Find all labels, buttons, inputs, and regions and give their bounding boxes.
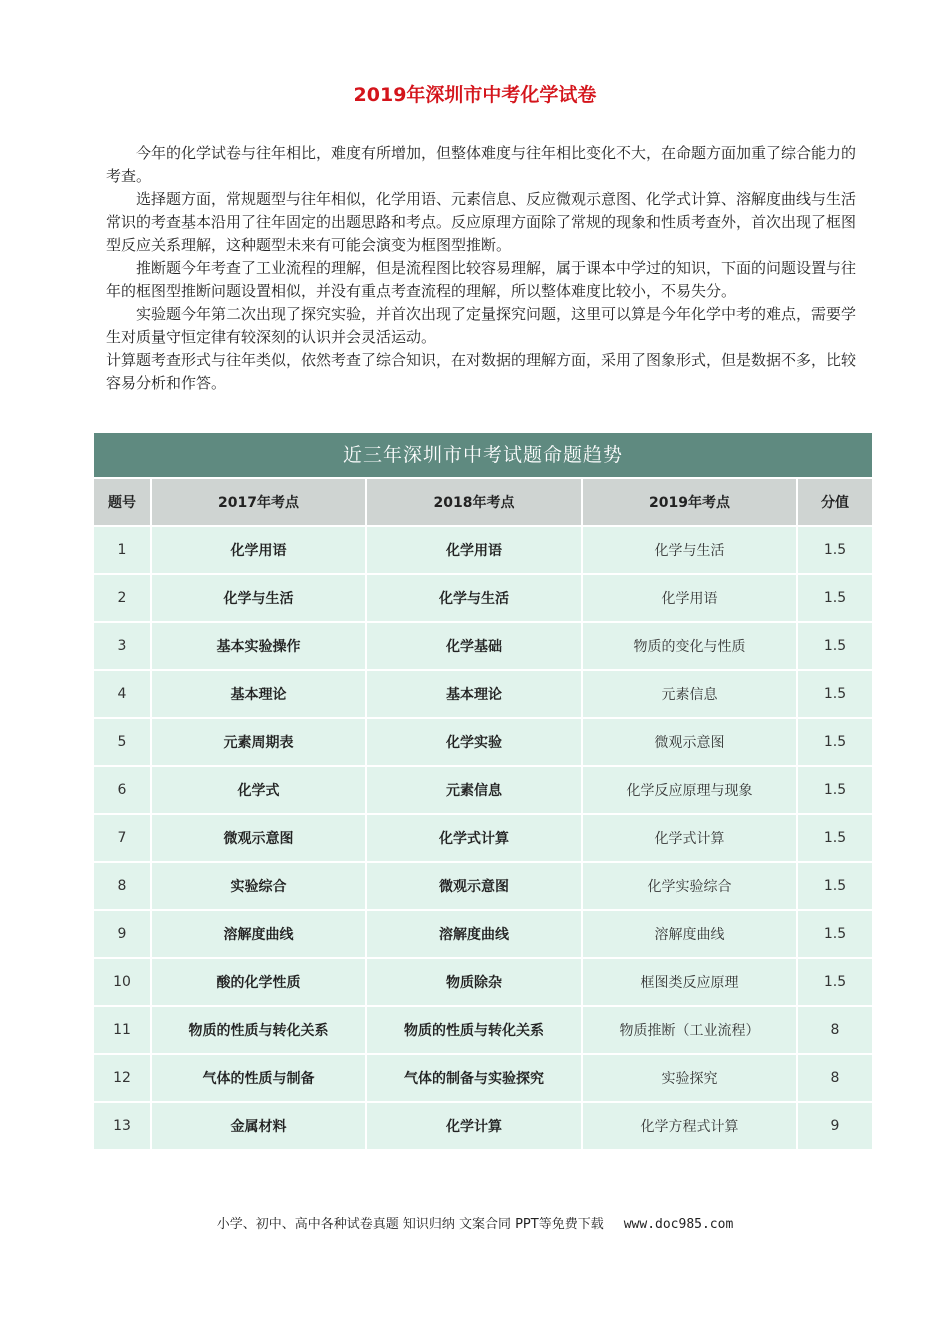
table-cell: 微观示意图 [151,814,366,862]
table-cell: 物质的性质与转化关系 [151,1006,366,1054]
table-cell: 物质的变化与性质 [582,622,797,670]
table-cell: 框图类反应原理 [582,958,797,1006]
table-cell: 金属材料 [151,1102,366,1149]
table-cell: 基本理论 [366,670,582,718]
table-cell: 化学方程式计算 [582,1102,797,1149]
table-cell: 溶解度曲线 [151,910,366,958]
table-cell: 1.5 [797,670,872,718]
table-cell: 化学基础 [366,622,582,670]
table-cell: 元素信息 [582,670,797,718]
table-cell: 1.5 [797,574,872,622]
paragraph: 计算题考查形式与往年类似，依然考查了综合知识，在对数据的理解方面，采用了图象形式，但是数据不多，比较容易分析和作答。 [106,351,857,392]
table-cell: 实验探究 [582,1054,797,1102]
table-row [94,766,872,814]
table-cell: 8 [797,1054,872,1102]
table-cell: 9 [94,910,151,958]
table-cell: 化学与生活 [582,526,797,574]
table-row [94,1054,872,1102]
table-cell: 物质除杂 [366,958,582,1006]
table-cell: 1.5 [797,814,872,862]
column-header: 2017年考点 [151,478,366,526]
column-header: 分值 [797,478,872,526]
table-row [94,814,872,862]
table-row [94,1006,872,1054]
table-cell: 元素信息 [366,766,582,814]
table-row [94,1102,872,1149]
trend-table [94,433,872,1149]
table-cell: 化学实验综合 [582,862,797,910]
paragraph: 今年的化学试卷与往年相比，难度有所增加，但整体难度与往年相比变化不大，在命题方面加重了综合能力的考查。 [106,144,857,185]
table-cell: 溶解度曲线 [582,910,797,958]
table-cell: 化学式计算 [366,814,582,862]
table-cell: 化学用语 [582,574,797,622]
table-cell: 气体的制备与实验探究 [366,1054,582,1102]
table-cell: 化学计算 [366,1102,582,1149]
table-row [94,910,872,958]
table-cell: 化学与生活 [366,574,582,622]
table-row [94,718,872,766]
table-cell: 1.5 [797,910,872,958]
table-cell: 10 [94,958,151,1006]
table-cell: 4 [94,670,151,718]
footer [0,1213,950,1232]
paragraph: 选择题方面，常规题型与往年相似，化学用语、元素信息、反应微观示意图、化学式计算、溶解度曲线与生活常识的考查基本沿用了往年固定的出题思路和考点。反应原理方面除了常规的现象和性质考查外，首次出现了框图型反应关系理解，这种题型未来有可能会演变为框图型推断。 [106,190,857,254]
table-row [94,958,872,1006]
table-cell: 13 [94,1102,151,1149]
table-cell: 元素周期表 [151,718,366,766]
footer-text: 小学、初中、高中各种试卷真题 知识归纳 文案合同 PPT等免费下载 [216,1217,604,1232]
table-cell: 化学用语 [366,526,582,574]
table-cell: 化学式 [151,766,366,814]
table-cell: 1.5 [797,958,872,1006]
column-header: 2019年考点 [582,478,797,526]
trend-table-grid [94,477,872,1149]
column-header: 2018年考点 [366,478,582,526]
table-caption: 近三年深圳市中考试题命题趋势 [94,433,872,477]
table-cell: 化学用语 [151,526,366,574]
table-cell: 1 [94,526,151,574]
table-cell: 气体的性质与制备 [151,1054,366,1102]
table-cell: 微观示意图 [366,862,582,910]
table-row [94,574,872,622]
table-cell: 1.5 [797,526,872,574]
table-row [94,862,872,910]
table-row [94,670,872,718]
table-cell: 8 [94,862,151,910]
paragraph: 推断题今年考查了工业流程的理解，但是流程图比较容易理解，属于课本中学过的知识，下面的问题设置与往年的框图型推断问题设置相似，并没有重点考查流程的理解，所以整体难度比较小，不易失分。 [106,259,857,300]
table-cell: 化学反应原理与现象 [582,766,797,814]
table-cell: 化学与生活 [151,574,366,622]
table-cell: 基本理论 [151,670,366,718]
footer-url[interactable]: www.doc985.com [623,1217,734,1232]
table-cell: 基本实验操作 [151,622,366,670]
table-cell: 12 [94,1054,151,1102]
table-cell: 酸的化学性质 [151,958,366,1006]
intro-text [106,142,856,395]
table-header-row [94,478,872,526]
table-cell: 3 [94,622,151,670]
paragraph: 实验题今年第二次出现了探究实验，并首次出现了定量探究问题，这里可以算是今年化学中考的难点，需要学生对质量守恒定律有较深刻的认识并会灵活运动。 [106,305,857,346]
table-cell: 化学实验 [366,718,582,766]
column-header: 题号 [94,478,151,526]
table-cell: 1.5 [797,622,872,670]
table-cell: 5 [94,718,151,766]
table-cell: 化学式计算 [582,814,797,862]
table-cell: 8 [797,1006,872,1054]
table-cell: 实验综合 [151,862,366,910]
table-row [94,622,872,670]
table-cell: 微观示意图 [582,718,797,766]
page-title: 2019年深圳市中考化学试卷 [353,84,597,106]
table-cell: 1.5 [797,766,872,814]
table-row [94,526,872,574]
table-cell: 9 [797,1102,872,1149]
table-cell: 6 [94,766,151,814]
table-cell: 2 [94,574,151,622]
table-cell: 溶解度曲线 [366,910,582,958]
table-cell: 1.5 [797,862,872,910]
table-cell: 11 [94,1006,151,1054]
table-cell: 物质的性质与转化关系 [366,1006,582,1054]
table-cell: 物质推断（工业流程） [582,1006,797,1054]
table-cell: 7 [94,814,151,862]
table-cell: 1.5 [797,718,872,766]
